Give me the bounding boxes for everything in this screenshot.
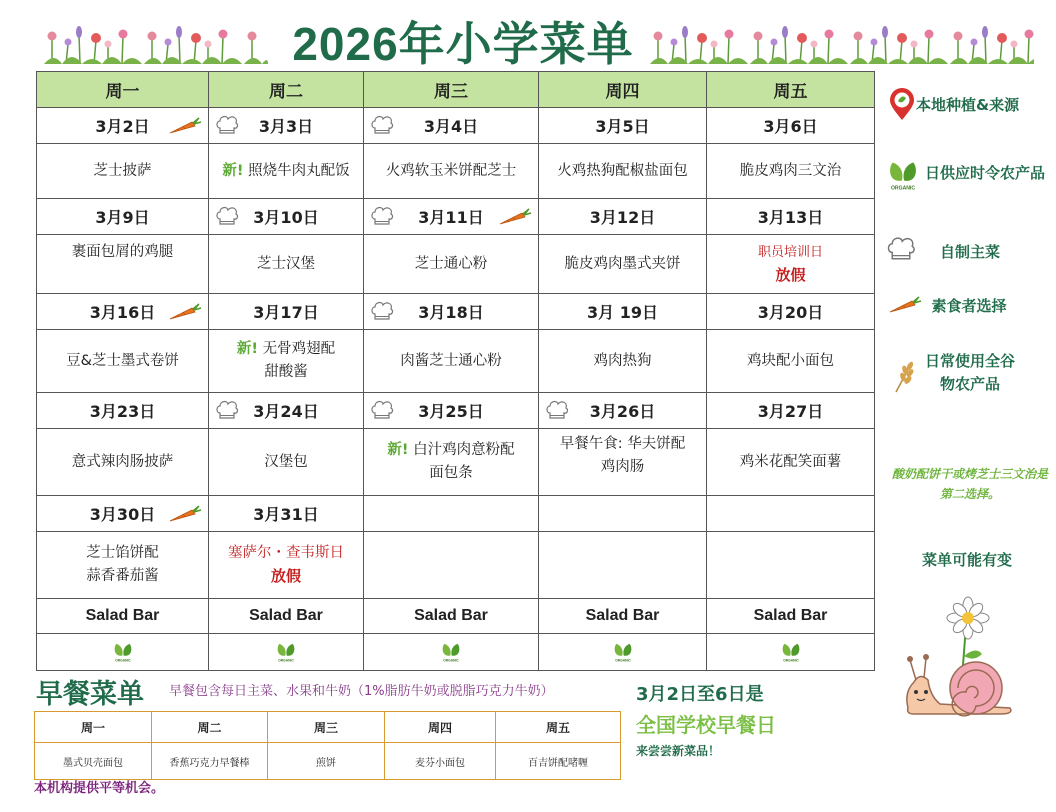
dish-cell	[364, 532, 539, 599]
date-cell	[37, 199, 209, 235]
organic-cell	[364, 634, 539, 671]
weekday-header: 周二	[209, 72, 364, 108]
organic-icon	[886, 158, 920, 192]
organic-cell	[209, 634, 364, 671]
date-row	[37, 199, 875, 235]
staff-day-note: 职员培训日	[757, 245, 823, 260]
organic-cell	[707, 634, 875, 671]
dish-cell: 脆皮鸡肉墨式夹饼	[539, 235, 707, 294]
weekday-header: 周三	[364, 72, 539, 108]
salad-bar-row	[37, 599, 875, 634]
date-cell	[539, 199, 707, 235]
date-cell	[707, 108, 875, 144]
dish-row	[37, 532, 875, 599]
breakfast-week-title: 全国学校早餐日	[636, 713, 776, 737]
dish-cell	[539, 532, 707, 599]
date-label: 3月2日	[95, 117, 150, 136]
chef-hat-icon	[370, 400, 394, 422]
dish-text: 早餐午食: 华夫饼配	[559, 436, 686, 452]
lunch-calendar	[36, 71, 875, 671]
date-cell	[37, 108, 209, 144]
date-cell	[364, 496, 539, 532]
organic-icon	[112, 641, 134, 663]
dish-text-line2: 面包条	[429, 465, 473, 481]
date-label: 3月17日	[253, 303, 319, 322]
organic-cell	[539, 634, 707, 671]
dish-text: 白汁鸡肉意粉配	[408, 442, 515, 458]
date-cell	[364, 199, 539, 235]
dish-cell: 鸡米花配笑面薯	[707, 429, 875, 496]
date-label: 3月30日	[89, 505, 156, 524]
holiday-label: 放假	[775, 266, 806, 284]
dish-cell: 鸡肉热狗	[539, 330, 707, 393]
date-label: 3月5日	[595, 117, 650, 136]
breakfast-item: 香蕉巧克力早餐棒	[152, 743, 268, 780]
menu-change-note: 菜单可能有变	[921, 551, 1012, 569]
dish-cell	[209, 532, 364, 599]
breakfast-weekday: 周一	[35, 712, 152, 743]
dish-cell: 肉酱芝士通心粉	[364, 330, 539, 393]
dish-cell: 芝士汉堡	[209, 235, 364, 294]
organic-icon	[440, 641, 462, 663]
dish-cell: 火鸡软玉米饼配芝士	[364, 144, 539, 199]
dish-row	[37, 144, 875, 199]
date-row	[37, 496, 875, 532]
date-label: 3月26日	[589, 402, 656, 421]
legend-local-text: 本地种植&来源	[916, 96, 1020, 114]
date-label: 3月25日	[418, 402, 484, 421]
date-cell	[209, 294, 364, 330]
date-cell	[364, 393, 539, 429]
date-label: 3月10日	[253, 208, 319, 227]
dish-row	[37, 330, 875, 393]
breakfast-item-row	[35, 743, 621, 780]
dish-cell: 芝士通心粉	[364, 235, 539, 294]
date-label: 3月16日	[89, 303, 156, 322]
date-label: 3月4日	[423, 117, 479, 136]
dish-cell: 芝士披萨	[37, 144, 209, 199]
carrot-icon	[498, 208, 532, 226]
dish-cell: 意式辣肉肠披萨	[37, 429, 209, 496]
date-label: 3月13日	[757, 208, 824, 227]
dish-cell: 鸡块配小面包	[707, 330, 875, 393]
salad-bar-label: Salad Bar	[539, 599, 707, 634]
dish-text-line2: 蒜香番茄酱	[86, 568, 159, 584]
date-cell	[539, 496, 707, 532]
date-cell	[209, 393, 364, 429]
date-cell	[364, 108, 539, 144]
organic-row	[37, 634, 875, 671]
legend-seasonal	[884, 158, 1050, 208]
wheat-icon	[890, 358, 920, 394]
holiday-label: 放假	[270, 567, 301, 585]
dish-text: 照烧牛肉丸配饭	[243, 162, 350, 179]
weekday-header-row	[37, 72, 875, 108]
page-title: 2026年小学菜单	[292, 18, 634, 70]
breakfast-weekday: 周四	[385, 712, 496, 743]
date-cell	[209, 199, 364, 235]
flower-border-right	[650, 20, 1034, 64]
dish-cell: 裹面包屑的鸡腿	[37, 235, 209, 294]
dish-cell	[209, 144, 364, 199]
date-label: 3月3日	[258, 117, 314, 136]
date-cell	[539, 294, 707, 330]
dish-text: 芝士馅饼配	[86, 545, 159, 561]
chef-hat-icon	[215, 206, 239, 228]
dish-cell	[707, 235, 875, 294]
date-label: 3月9日	[95, 208, 150, 227]
chef-hat-icon	[370, 301, 394, 323]
date-row	[37, 108, 875, 144]
legend-homemade-text: 自制主菜	[939, 243, 1000, 261]
date-cell	[707, 199, 875, 235]
flower-border-left	[44, 20, 268, 64]
date-label: 3月31日	[253, 505, 319, 524]
breakfast-week-tagline: 来尝尝新菜品！	[636, 744, 721, 758]
new-badge: 新!	[222, 162, 244, 179]
breakfast-weekday: 周五	[496, 712, 621, 743]
dish-text-line2: 鸡肉肠	[600, 459, 645, 475]
date-cell	[364, 294, 539, 330]
date-label: 3月24日	[253, 402, 319, 421]
dish-text: 无骨鸡翅配	[258, 341, 336, 357]
dish-cell: 脆皮鸡肉三文治	[707, 144, 875, 199]
date-label: 3月27日	[757, 402, 824, 421]
breakfast-item: 百吉饼配啫喱	[496, 743, 621, 780]
organic-icon	[780, 641, 802, 663]
date-cell	[37, 496, 209, 532]
chef-hat-icon	[886, 236, 916, 264]
date-cell	[37, 393, 209, 429]
chef-hat-icon	[215, 400, 239, 422]
legend-seasonal-text: 日供应时令农产品	[924, 164, 1045, 182]
legend-vegetarian-text: 素食者选择	[931, 297, 1007, 315]
weekday-header: 周四	[539, 72, 707, 108]
carrot-icon	[168, 303, 202, 321]
date-label: 3月23日	[89, 402, 156, 421]
salad-bar-label: Salad Bar	[707, 599, 875, 634]
legend-local	[884, 88, 1050, 128]
dish-cell	[707, 532, 875, 599]
breakfast-weekday: 周三	[268, 712, 385, 743]
date-cell	[707, 393, 875, 429]
date-cell	[209, 496, 364, 532]
organic-icon	[275, 641, 297, 663]
date-label: 3月6日	[763, 117, 818, 136]
chef-hat-icon	[370, 115, 394, 137]
carrot-icon	[168, 505, 202, 523]
dish-cell: 火鸡热狗配椒盐面包	[539, 144, 707, 199]
date-cell	[37, 294, 209, 330]
dish-text-line2: 甜酸酱	[264, 364, 308, 380]
holiday-name: 塞萨尔・查韦斯日	[228, 545, 344, 561]
breakfast-item: 煎饼	[268, 743, 385, 780]
date-cell	[707, 496, 875, 532]
organic-icon	[612, 641, 634, 663]
salad-bar-label: Salad Bar	[37, 599, 209, 634]
legend-homemade	[884, 236, 1050, 266]
breakfast-table	[34, 711, 621, 780]
date-cell	[209, 108, 364, 144]
alternate-choice-note: 酸奶配饼干或烤芝士三文治是第二选择。	[891, 467, 1048, 501]
weekday-header: 周五	[707, 72, 875, 108]
chef-hat-icon	[370, 206, 394, 228]
dish-cell: 汉堡包	[209, 429, 364, 496]
legend-wholegrain-text: 日常使用全谷物农产品	[924, 352, 1015, 393]
weekday-header: 周一	[37, 72, 209, 108]
equal-opportunity-note: 本机构提供平等机会。	[34, 781, 165, 796]
chef-hat-icon	[215, 115, 239, 137]
new-badge: 新!	[387, 442, 409, 458]
legend-wholegrain	[884, 348, 1050, 398]
dish-row	[37, 429, 875, 496]
breakfast-subtitle: 早餐包含每日主菜、水果和牛奶（1%脂肪牛奶或脱脂巧克力牛奶）	[169, 684, 554, 699]
chef-hat-icon	[545, 400, 569, 422]
dish-cell	[209, 330, 364, 393]
date-cell	[539, 393, 707, 429]
new-badge: 新!	[236, 341, 258, 357]
date-cell	[539, 108, 707, 144]
date-label: 3月20日	[757, 303, 824, 322]
date-label: 3月11日	[418, 208, 484, 227]
date-cell	[707, 294, 875, 330]
breakfast-weekday: 周二	[152, 712, 268, 743]
date-label: 3月12日	[589, 208, 656, 227]
salad-bar-label: Salad Bar	[364, 599, 539, 634]
organic-cell	[37, 634, 209, 671]
location-pin-icon	[888, 88, 916, 122]
legend-vegetarian	[884, 292, 1050, 322]
carrot-icon	[168, 117, 202, 135]
salad-bar-label: Salad Bar	[209, 599, 364, 634]
date-row	[37, 294, 875, 330]
snail-flower-icon	[900, 596, 1020, 720]
breakfast-week-dates: 3月2日至6日是	[636, 684, 764, 705]
breakfast-header-row	[35, 712, 621, 743]
dish-cell: 豆&芝士墨式卷饼	[37, 330, 209, 393]
dish-cell	[364, 429, 539, 496]
date-label: 3月 19日	[587, 303, 658, 322]
breakfast-item: 麦芬小面包	[385, 743, 496, 780]
dish-row	[37, 235, 875, 294]
dish-cell	[539, 429, 707, 496]
breakfast-item: 墨式贝壳面包	[35, 743, 152, 780]
date-row	[37, 393, 875, 429]
dish-cell	[37, 532, 209, 599]
breakfast-title: 早餐菜单	[36, 679, 144, 710]
date-label: 3月18日	[418, 303, 484, 322]
carrot-icon	[888, 294, 922, 316]
